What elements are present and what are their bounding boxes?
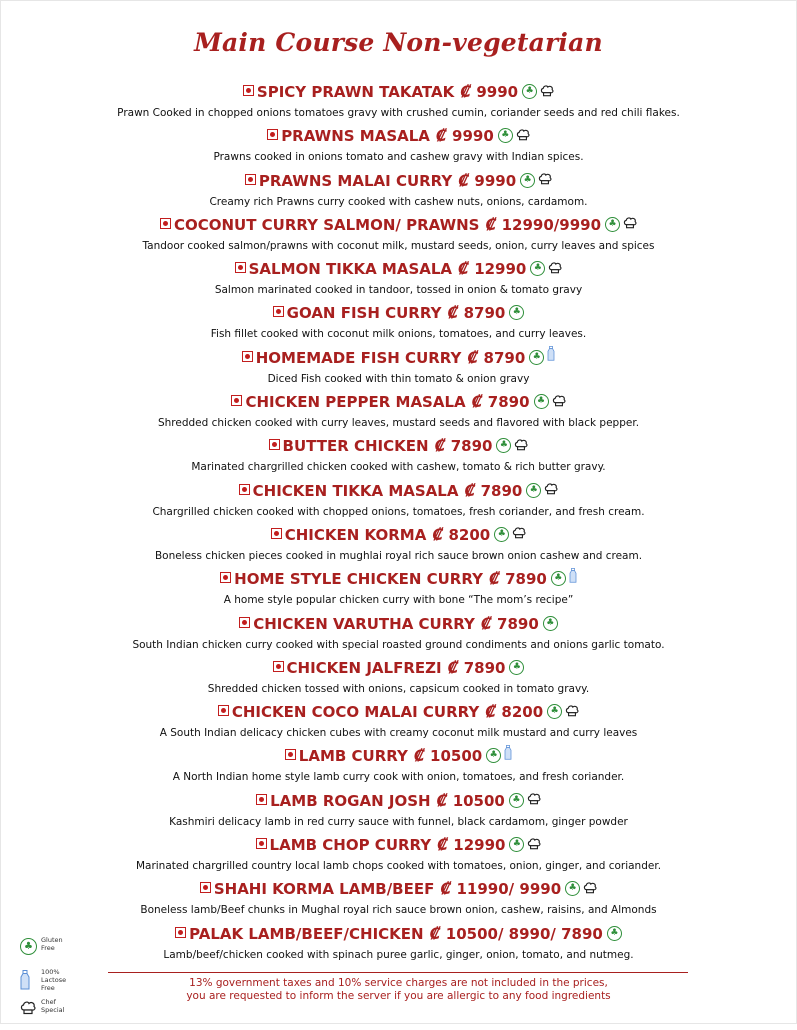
menu-item-header: [0, 789, 797, 813]
menu-item: [0, 922, 797, 966]
menu-item-name: LAMB CURRY: [298, 747, 408, 766]
chef-hat-icon: [552, 390, 566, 414]
gluten-free-icon: ♣: [547, 704, 562, 719]
menu-item-price: 8200: [501, 703, 544, 722]
menu-item-header: [0, 612, 797, 636]
non-veg-marker-icon: [245, 174, 256, 185]
currency-symbol: ₡: [447, 303, 459, 323]
currency-symbol: ₡: [432, 524, 444, 544]
footer-note-line1: 13% government taxes and 10% service charges are not included in the prices,: [189, 977, 608, 989]
menu-item-description: Boneless chicken pieces cooked in mughlai royal rich sauce brown onion cashew and cream.: [154, 549, 643, 562]
legend-lactose-free-line2: Lactose: [41, 976, 67, 984]
menu-item: [0, 169, 797, 213]
menu-item-price: 7890: [497, 614, 539, 633]
gluten-free-icon: ♣: [530, 261, 545, 276]
gluten-free-icon: ♣: [543, 616, 558, 631]
currency-symbol: ₡: [440, 879, 452, 899]
menu-item-price: 7890: [487, 393, 530, 412]
menu-item-description: Salmon marinated cooked in tandoor, tossed in onion & tomato gravy: [214, 284, 583, 297]
non-veg-marker-icon: [285, 749, 296, 760]
menu-item-name: COCONUT CURRY SALMON/ PRAWNS: [173, 215, 480, 234]
legend-gluten-free-line1: Gluten: [41, 936, 63, 944]
currency-symbol: ₡: [436, 790, 448, 810]
menu-item-description: Chargrilled chicken cooked with chopped onions, tomatoes, fresh coriander, and fresh cream.: [152, 505, 645, 518]
menu-item-description: Tandoor cooked salmon/prawns with coconut milk, mustard seeds, onion, curry leaves and spices: [142, 239, 655, 252]
gluten-free-icon: ♣: [526, 483, 541, 498]
menu-item: [0, 213, 797, 257]
menu-item-description: Boneless lamb/Beef chunks in Mughal royal rich sauce brown onion, cashew, raisins, and Almonds: [140, 904, 657, 917]
menu-item-header: [0, 169, 797, 193]
menu-item-description: A South Indian delicacy chicken cubes with creamy coconut milk mustard and curry leaves: [159, 727, 638, 740]
currency-symbol: ₡: [488, 569, 501, 589]
menu-item-description: Kashmiri delicacy lamb in red curry sauce with funnel, black cardamom, ginger powder: [169, 815, 628, 828]
chef-hat-icon: [527, 789, 541, 813]
non-veg-marker-icon: [220, 572, 231, 583]
menu-item: [0, 434, 797, 478]
menu-item-description: Diced Fish cooked with thin tomato & onion gravy: [267, 372, 530, 385]
menu-item-price: 7890: [463, 658, 506, 677]
legend-chef-special-line1: Chef: [41, 998, 56, 1006]
menu-item-price: 9990: [474, 171, 517, 190]
menu-item: [0, 789, 797, 833]
menu-item-name: GOAN FISH CURRY: [286, 304, 442, 323]
non-veg-marker-icon: [273, 661, 284, 672]
non-veg-marker-icon: [218, 705, 229, 716]
gluten-free-icon: ♣: [551, 571, 566, 586]
currency-symbol: ₡: [447, 657, 459, 677]
menu-item-description: Fish fillet cooked with coconut milk onions, tomatoes, and curry leaves.: [210, 328, 587, 341]
menu-item-price: 8200: [448, 525, 491, 544]
menu-item-name: PRAWNS MALAI CURRY: [258, 171, 453, 190]
menu-item-price: 8790: [463, 304, 506, 323]
menu-item-description: Marinated chargrilled country local lamb chops cooked with tomatoes, onion, ginger, and coriander.: [135, 860, 662, 873]
menu-item-header: [0, 523, 797, 547]
non-veg-marker-icon: [256, 794, 267, 805]
gluten-free-icon: ♣: [520, 173, 535, 188]
legend-lactose-free-line3: Free: [41, 984, 55, 992]
legend-lactose-free-line1: 100%: [41, 968, 60, 976]
menu-item: [0, 479, 797, 523]
menu-item-header: [0, 80, 797, 104]
non-veg-marker-icon: [271, 528, 282, 539]
menu-item-header: [0, 257, 797, 281]
chef-hat-icon: [548, 257, 562, 281]
currency-symbol: ₡: [458, 259, 470, 279]
menu-item-description: Prawn Cooked in chopped onions tomatoes gravy with crushed cumin, coriander seeds and red chili flakes.: [117, 107, 680, 119]
gluten-free-icon: ♣: [607, 926, 622, 941]
menu-item-price: 8790: [483, 348, 526, 367]
menu-item-price: 9990: [452, 127, 494, 146]
non-veg-marker-icon: [175, 927, 186, 938]
gluten-free-icon: ♣: [605, 217, 620, 232]
gluten-free-icon: ♣: [565, 881, 580, 896]
currency-symbol: ₡: [467, 347, 479, 367]
menu-item: [0, 301, 797, 345]
menu-item-description: Shredded chicken cooked with curry leaves, mustard seeds and flavored with black pepper.: [157, 417, 640, 430]
menu-item-header: [0, 479, 797, 503]
menu-items-list: [0, 80, 797, 966]
currency-symbol: ₡: [434, 436, 446, 456]
non-veg-marker-icon: [200, 882, 211, 893]
non-veg-marker-icon: [273, 306, 284, 317]
menu-item-header: [0, 346, 797, 370]
chef-hat-icon: [516, 124, 530, 148]
menu-item: [0, 257, 797, 301]
gluten-free-icon: ♣: [494, 527, 509, 542]
menu-item-header: [0, 877, 797, 901]
menu-item: [0, 700, 797, 744]
gluten-free-icon: ♣: [529, 350, 544, 365]
menu-item-header: [0, 700, 797, 724]
page-title: Main Course Non-vegetarian: [194, 28, 603, 57]
footer-note-line2: you are requested to inform the server if you are allergic to any food ingredients: [186, 990, 611, 1002]
currency-symbol: ₡: [429, 923, 441, 943]
menu-item-price: 11990/ 9990: [456, 880, 562, 899]
gluten-free-icon: ♣: [509, 660, 524, 675]
non-veg-marker-icon: [269, 439, 280, 450]
menu-item-name: SALMON TIKKA MASALA: [248, 260, 453, 279]
gluten-free-icon: ♣: [496, 438, 511, 453]
menu-item-description: Creamy rich Prawns curry cooked with cashew nuts, onions, cardamom.: [209, 195, 588, 208]
non-veg-marker-icon: [267, 129, 278, 140]
menu-item: [0, 523, 797, 567]
menu-item-name: CHICKEN VARUTHA CURRY: [253, 614, 475, 633]
menu-item-price: 10500: [452, 791, 505, 810]
menu-item: [0, 80, 797, 124]
non-veg-marker-icon: [243, 85, 254, 96]
menu-item-name: SPICY PRAWN TAKATAK: [256, 83, 455, 101]
legend-gluten-free: [20, 936, 90, 968]
menu-item-name: CHICKEN TIKKA MASALA: [252, 481, 459, 500]
chef-hat-icon: [20, 1000, 38, 1022]
menu-item-price: 12990: [474, 260, 527, 279]
menu-item-header: [0, 213, 797, 237]
menu-item-header: [0, 567, 797, 591]
non-veg-marker-icon: [231, 395, 242, 406]
chef-hat-icon: [583, 877, 597, 901]
currency-symbol: ₡: [485, 214, 497, 234]
chef-hat-icon: [544, 479, 558, 503]
menu-item-description: Prawns cooked in onions tomato and cashew gravy with Indian spices.: [213, 151, 584, 164]
menu-item-name: PRAWNS MASALA: [281, 127, 430, 146]
menu-item: [0, 390, 797, 434]
menu-item: [0, 346, 797, 390]
currency-symbol: ₡: [413, 746, 426, 766]
currency-symbol: ₡: [485, 702, 497, 722]
menu-item-name: CHICKEN JALFREZI: [286, 658, 442, 677]
chef-hat-icon: [512, 523, 526, 547]
menu-item: [0, 567, 797, 611]
menu-item-price: 7890: [450, 437, 493, 456]
menu-item-name: BUTTER CHICKEN: [282, 437, 429, 456]
gluten-free-icon: ♣: [509, 837, 524, 852]
footer-divider: [108, 972, 688, 973]
non-veg-marker-icon: [242, 351, 253, 362]
menu-item-description: A home style popular chicken curry with bone “The mom’s recipe”: [223, 594, 574, 607]
chef-hat-icon: [527, 833, 541, 857]
menu-item: [0, 612, 797, 656]
currency-symbol: ₡: [437, 835, 449, 855]
currency-symbol: ₡: [464, 480, 476, 500]
menu-item-name: CHICKEN COCO MALAI CURRY: [231, 703, 480, 722]
gluten-free-icon: ♣: [486, 748, 501, 763]
menu-item-description: South Indian chicken curry cooked with special roasted ground condiments and onions garlic tomato.: [132, 638, 665, 651]
menu-item: [0, 877, 797, 921]
menu-item: [0, 833, 797, 877]
non-veg-marker-icon: [239, 484, 250, 495]
gluten-free-icon: ♣: [498, 128, 513, 143]
gluten-free-icon: ♣: [522, 84, 537, 99]
menu-item-price: 12990/9990: [501, 215, 602, 234]
menu-item-description: Marinated chargrilled chicken cooked with cashew, tomato & rich butter gravy.: [191, 461, 606, 474]
menu-item-header: [0, 434, 797, 458]
gluten-free-icon: ♣: [20, 938, 38, 960]
currency-symbol: ₡: [435, 126, 448, 146]
legend-gluten-free-label: [41, 936, 63, 952]
menu-item-description: Shredded chicken tossed with onions, capsicum cooked in tomato gravy.: [207, 682, 590, 695]
menu-item-header: [0, 390, 797, 414]
non-veg-marker-icon: [239, 617, 250, 628]
menu-item: [0, 124, 797, 168]
chef-hat-icon: [514, 434, 528, 458]
chef-hat-icon: [540, 80, 554, 104]
menu-item-description: A North Indian home style lamb curry cook with onion, tomatoes, and fresh coriander.: [172, 771, 625, 784]
menu-item-price: 7890: [480, 481, 523, 500]
menu-item-name: LAMB CHOP CURRY: [269, 836, 432, 855]
menu-item-name: HOME STYLE CHICKEN CURRY: [234, 570, 483, 589]
gluten-free-icon: ♣: [509, 305, 524, 320]
menu-item-header: [0, 124, 797, 148]
non-veg-marker-icon: [160, 218, 171, 229]
menu-item-header: [0, 744, 797, 768]
menu-item-name: HOMEMADE FISH CURRY: [255, 348, 462, 367]
milk-bottle-icon: [547, 346, 555, 369]
menu-item-header: [0, 833, 797, 857]
menu-item-name: SHAHI KORMA LAMB/BEEF: [213, 880, 435, 899]
gluten-free-icon: ♣: [509, 793, 524, 808]
currency-symbol: ₡: [471, 392, 483, 412]
chef-hat-icon: [538, 169, 552, 193]
currency-symbol: ₡: [480, 613, 493, 633]
menu-item-price: 10500/ 8990/ 7890: [445, 924, 603, 943]
currency-symbol: ₡: [458, 170, 470, 190]
menu-item: [0, 744, 797, 788]
menu-item-header: [0, 656, 797, 680]
menu-item-name: CHICKEN PEPPER MASALA: [245, 393, 466, 412]
milk-bottle-icon: [569, 567, 577, 590]
menu-item: [0, 656, 797, 700]
menu-item-price: 12990: [453, 836, 506, 855]
menu-item-price: 7890: [505, 570, 547, 589]
legend-gluten-free-line2: Free: [41, 944, 55, 952]
menu-item-header: [0, 922, 797, 946]
menu-item-name: CHICKEN KORMA: [284, 525, 427, 544]
menu-item-price: 9990: [476, 83, 519, 101]
currency-symbol: ₡: [460, 82, 472, 101]
legend-chef-special-line2: Special: [41, 1006, 65, 1014]
chef-hat-icon: [623, 213, 637, 237]
non-veg-marker-icon: [235, 262, 246, 273]
gluten-free-icon: ♣: [534, 394, 549, 409]
menu-item-description: Lamb/beef/chicken cooked with spinach puree garlic, ginger, onion, tomato, and nutmeg.: [163, 948, 634, 961]
chef-hat-icon: [565, 700, 579, 724]
menu-item-name: PALAK LAMB/BEEF/CHICKEN: [189, 924, 424, 943]
milk-bottle-icon: [504, 744, 512, 767]
menu-item-header: [0, 301, 797, 325]
menu-item-name: LAMB ROGAN JOSH: [270, 791, 431, 810]
menu-item-price: 10500: [430, 747, 483, 766]
non-veg-marker-icon: [256, 838, 267, 849]
